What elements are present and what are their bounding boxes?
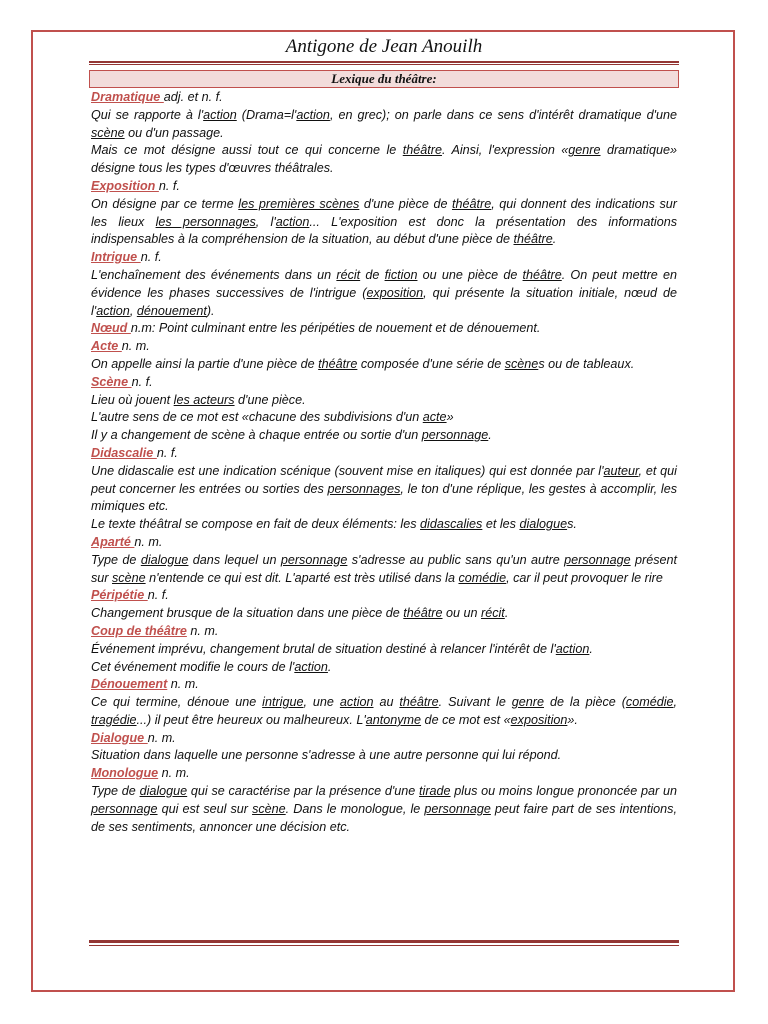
definition-text: Le texte théâtral se compose en fait de deux éléments: les	[91, 517, 421, 532]
entry-definition	[91, 267, 677, 320]
entry-grammar: n. m.	[186, 623, 219, 638]
definition-text: dramatique» désigne tous les types d'œuvres théâtrales.	[91, 143, 677, 176]
linked-term: personnage	[421, 428, 489, 443]
linked-term: didascalies	[420, 517, 483, 532]
entry-term: Dialogue	[91, 730, 148, 745]
definition-text: Situation dans laquelle une personne s'adresse à une autre personne qui lui répond.	[91, 748, 562, 763]
entry-grammar: n.m: Point culminant entre les péripéties de nouement et de dénouement.	[130, 321, 541, 336]
definition-text: .	[589, 641, 593, 656]
definition-text: de ce mot est «	[421, 712, 511, 727]
linked-term: fiction	[384, 267, 418, 282]
linked-term: scène	[504, 356, 539, 371]
definition-text: . On peut mettre en évidence les phases successives de l'intrigue (	[91, 267, 677, 300]
entry-term: Monologue	[91, 766, 159, 781]
entry-definition	[91, 659, 677, 677]
linked-term: théâtre	[513, 232, 553, 247]
definition-text: , l'	[255, 214, 276, 229]
definition-text: , en grec); on parle dans ce sens d'intérêt dramatique d'une	[329, 107, 677, 122]
entry-definition	[91, 605, 677, 623]
entry-heading	[91, 534, 677, 552]
linked-term: scène	[91, 125, 125, 140]
entry-term: Didascalie	[91, 445, 157, 460]
definition-text: .	[488, 428, 492, 443]
definition-text: qui est seul sur	[157, 801, 253, 816]
linked-term: dialogue	[519, 517, 568, 532]
definition-text: Lieu où jouent	[91, 392, 174, 407]
entry-grammar: n. f.	[158, 178, 180, 193]
definition-text: s.	[567, 517, 577, 532]
entry-grammar: n. m.	[158, 766, 190, 781]
entry-heading	[91, 249, 677, 267]
definition-text: , qui donnent des indications sur les lieux	[91, 196, 677, 229]
definition-text: Type de	[91, 552, 141, 567]
linked-term: action	[555, 641, 590, 656]
linked-term: les personnages	[155, 214, 256, 229]
linked-term: comédie	[458, 570, 507, 585]
definition-text: d'une pièce de	[359, 196, 452, 211]
title-divider-thin	[89, 64, 679, 65]
linked-term: personnage	[280, 552, 348, 567]
definition-text: composée d'une série de	[357, 356, 505, 371]
definition-text: ou d'un passage.	[124, 125, 224, 140]
linked-term: exposition	[366, 285, 424, 300]
linked-term: comédie	[625, 695, 674, 710]
definition-text: ... L'exposition est donc la présentation des informations indispensables à la compréhension de la situation, au début d'une pièce de	[91, 214, 678, 247]
section-title: Lexique du théâtre:	[89, 70, 679, 88]
definition-text: ...) il peut être heureux ou malheureux. L'	[136, 712, 366, 727]
definition-text: Type de	[91, 784, 140, 799]
definition-text: On appelle ainsi la partie d'une pièce de	[91, 356, 319, 371]
definition-text: présent sur	[91, 552, 677, 585]
entry-grammar: n. f.	[147, 588, 169, 603]
entry-grammar: n. m.	[121, 339, 150, 354]
entry-term: Péripétie	[91, 588, 148, 603]
linked-term: dénouement	[136, 303, 207, 318]
linked-term: genre	[511, 695, 544, 710]
linked-term: tragédie	[91, 712, 137, 727]
definition-text: ».	[567, 712, 578, 727]
entry-definition	[91, 142, 677, 178]
definition-text: ,	[129, 303, 137, 318]
entry-grammar: n. f.	[156, 445, 178, 460]
linked-term: action	[275, 214, 310, 229]
definition-text: On désigne par ce terme	[91, 196, 239, 211]
linked-term: action	[203, 107, 237, 122]
entry-term: Dramatique	[91, 90, 164, 104]
definition-text: .	[504, 606, 509, 621]
definition-text: »	[446, 410, 454, 425]
linked-term: tirade	[419, 784, 451, 799]
linked-term: antonyme	[365, 712, 422, 727]
definition-text: , car il peut provoquer le rire	[506, 570, 663, 585]
entry-definition	[91, 747, 677, 765]
linked-term: personnages	[327, 481, 401, 496]
linked-term: théâtre	[402, 143, 442, 158]
linked-term: théâtre	[403, 606, 443, 621]
entry-definition	[91, 694, 677, 730]
entry-term: Dénouement	[91, 677, 168, 692]
definition-text: plus ou moins longue prononcée par un	[450, 784, 677, 799]
entry-definition	[91, 409, 677, 427]
linked-term: personnage	[424, 801, 491, 816]
definition-text: .	[552, 232, 557, 247]
glossary	[91, 89, 677, 836]
entry-term: Exposition	[91, 178, 159, 193]
linked-term: récit	[481, 606, 505, 621]
entry-heading	[91, 623, 677, 641]
definition-text: de	[360, 267, 385, 282]
definition-text: Mais ce mot désigne aussi tout ce qui concerne le	[91, 143, 403, 158]
linked-term: genre	[568, 143, 601, 158]
definition-text: Qui se rapporte à l'	[91, 107, 204, 122]
entry-definition	[91, 196, 677, 249]
entry-heading	[91, 587, 677, 605]
definition-text: . Ainsi, l'expression «	[441, 143, 569, 158]
definition-text: ou un	[442, 606, 482, 621]
linked-term: personnage	[564, 552, 631, 567]
entry-definition	[91, 392, 677, 410]
entry-heading	[91, 730, 677, 748]
linked-term: action	[296, 107, 330, 122]
linked-term: théâtre	[318, 356, 358, 371]
entry-definition	[91, 552, 677, 588]
entry-grammar: n. f.	[131, 374, 153, 389]
entry-definition	[91, 641, 677, 659]
definition-text: L'autre sens de ce mot est «chacune des subdivisions d'un	[91, 410, 423, 425]
definition-text: , qui présente la situation initiale, nœud de l'	[91, 285, 677, 318]
definition-text: Une didascalie est une indication scénique (souvent mise en italiques) qui est donnée par l'	[91, 463, 604, 478]
linked-term: action	[339, 695, 374, 710]
entry-grammar: n. m.	[147, 730, 176, 745]
entry-term: Aparté	[91, 534, 135, 549]
linked-term: auteur	[603, 463, 639, 478]
entry-heading	[91, 374, 677, 392]
linked-term: dialogue	[139, 784, 188, 799]
definition-text: , et qui peut concerner les entrées ou sorties des	[91, 463, 677, 496]
definition-text: Il y a changement de scène à chaque entrée ou sortie d'un	[91, 428, 422, 443]
definition-text: s ou de tableaux.	[538, 356, 635, 371]
page-title: Antigone de Jean Anouilh	[285, 36, 483, 57]
definition-text: qui se caractérise par la présence d'une	[187, 784, 420, 799]
entry-heading	[91, 765, 677, 783]
definition-text: L'enchaînement des événements dans un	[91, 267, 337, 282]
entry-definition	[91, 107, 677, 143]
linked-term: personnage	[91, 801, 158, 816]
entry-definition	[91, 356, 677, 374]
entry-heading	[91, 89, 677, 107]
linked-term: action	[96, 303, 130, 318]
linked-term: récit	[336, 267, 361, 282]
entry-term: Intrigue	[91, 250, 141, 265]
linked-term: scène	[252, 801, 286, 816]
definition-text: n'entende ce qui est dit. L'aparté est très utilisé dans la	[145, 570, 459, 585]
linked-term: scène	[112, 570, 146, 585]
definition-text: et les	[482, 517, 520, 532]
entry-heading	[91, 676, 677, 694]
definition-text: (Drama=l'	[236, 107, 297, 122]
entry-heading	[91, 338, 677, 356]
definition-text: , une	[303, 695, 340, 710]
linked-term: intrigue	[262, 695, 304, 710]
definition-text: de la pièce (	[544, 695, 626, 710]
linked-term: théâtre	[522, 267, 562, 282]
linked-term: théâtre	[399, 695, 439, 710]
definition-text: Ce qui termine, dénoue une	[91, 695, 263, 710]
entry-grammar: n. m.	[167, 677, 199, 692]
entry-heading	[91, 320, 677, 338]
definition-text: dans lequel un	[188, 552, 281, 567]
definition-text: ).	[206, 303, 215, 318]
entry-definition	[91, 463, 677, 516]
linked-term: action	[294, 659, 328, 674]
definition-text: ,	[673, 695, 678, 710]
definition-text: Cet événement modifie le cours de l'	[91, 659, 295, 674]
definition-text: .	[327, 659, 332, 674]
bottom-divider-thin	[89, 945, 679, 946]
entry-grammar: adj. et n. f.	[163, 90, 223, 104]
entry-grammar: n. m.	[134, 534, 163, 549]
definition-text: peut faire part de ses intentions, de ses sentiments, annoncer une décision etc.	[91, 801, 677, 834]
linked-term: exposition	[510, 712, 568, 727]
definition-text: Changement brusque de la situation dans une pièce de	[91, 606, 404, 621]
definition-text: . Dans le monologue, le	[285, 801, 425, 816]
linked-term: les acteurs	[173, 392, 235, 407]
entry-term: Nœud	[91, 321, 131, 336]
definition-text: , le ton d'une réplique, les gestes à accomplir, les mimiques etc.	[91, 481, 678, 514]
linked-term: acte	[422, 410, 447, 425]
definition-text: d'une pièce.	[234, 392, 306, 407]
entry-definition	[91, 427, 677, 445]
entry-term: Coup de théâtre	[91, 623, 187, 638]
linked-term: les premières scènes	[238, 196, 360, 211]
linked-term: théâtre	[451, 196, 492, 211]
definition-text: ou une pièce de	[417, 267, 523, 282]
entry-heading	[91, 445, 677, 463]
entry-definition	[91, 516, 677, 534]
bottom-divider	[89, 940, 679, 943]
entry-term: Acte	[91, 339, 122, 354]
definition-text: . Suivant le	[438, 695, 512, 710]
definition-text: au	[373, 695, 400, 710]
entry-term: Scène	[91, 374, 132, 389]
definition-text: Événement imprévu, changement brutal de situation destiné à relancer l'intérêt de l'	[91, 641, 556, 656]
entry-grammar: n. f.	[140, 250, 162, 265]
entry-heading	[91, 178, 677, 196]
entry-definition	[91, 783, 677, 836]
linked-term: dialogue	[140, 552, 189, 567]
definition-text: s'adresse au public sans qu'un autre	[347, 552, 565, 567]
title-divider	[89, 61, 679, 63]
